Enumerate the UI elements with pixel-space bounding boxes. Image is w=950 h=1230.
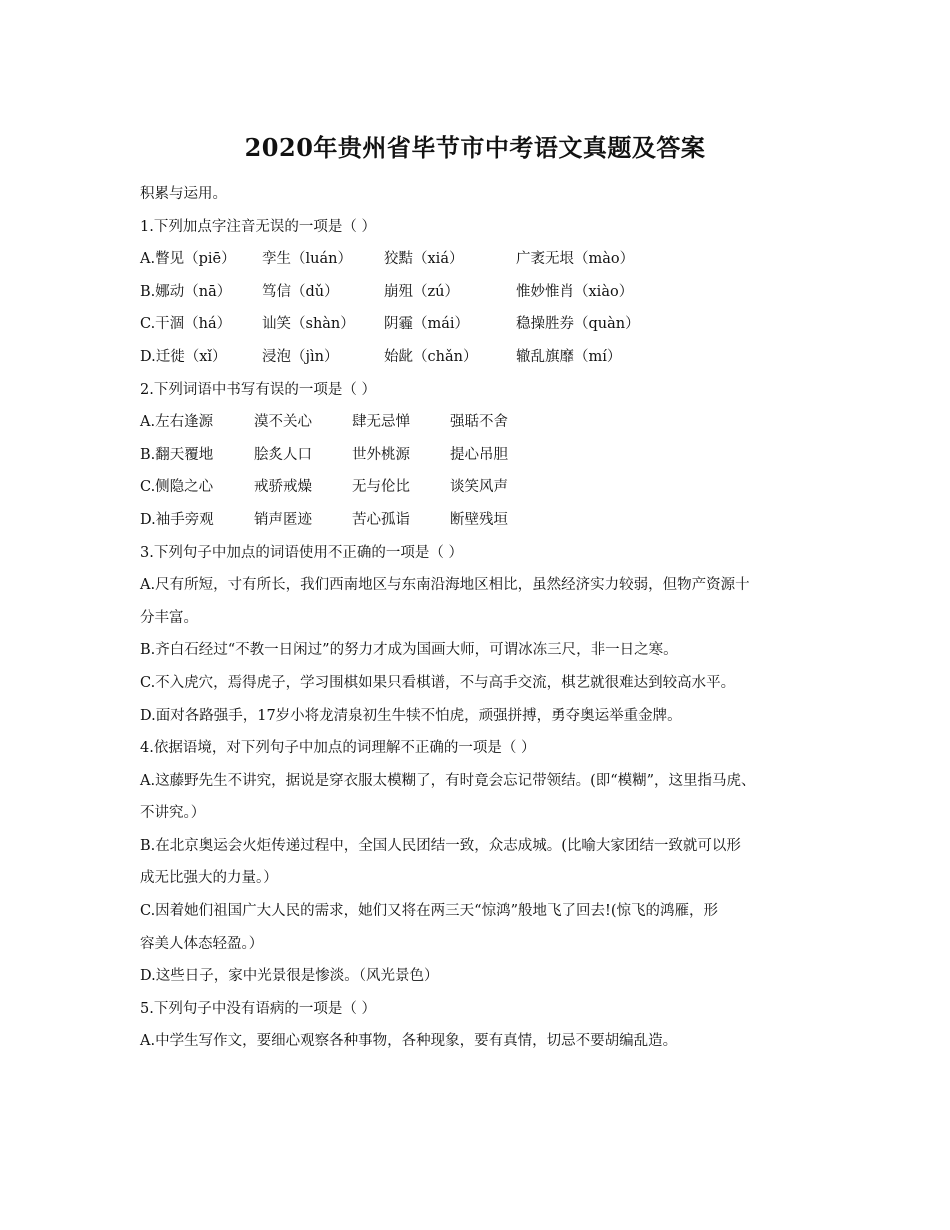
question-5-stem: 5.下列句子中没有语病的一项是（ ） [140,1000,376,1017]
option-item: C.侧隐之心 [140,479,214,496]
option-item: 始龀（chǎn） [384,348,478,365]
option-item: B.翻天覆地 [140,446,214,463]
question-4-option-c-line-2: 容美人体态轻盈。） [140,935,264,952]
option-item: C.干涸（há） [140,316,232,333]
option-item: 断壁残垣 [450,511,508,528]
question-3-option-b: B.齐白石经过“不教一日闲过”的努力才成为国画大师，可谓冰冻三尺，非一日之寒。 [140,642,678,659]
question-1-option-c [140,308,830,341]
option-item: 提心吊胆 [450,446,508,463]
option-item: D.袖手旁观 [140,511,214,528]
option-item: 苦心孤诣 [352,511,410,528]
option-item: 狡黠（xiá） [384,251,464,268]
option-item: 阴霾（mái） [384,316,470,333]
option-item: 广袤无垠（mào） [516,251,635,268]
question-2-option-a [140,406,830,439]
option-item: A.瞥见（piē） [140,251,236,268]
question-4-option-a-line-2: 不讲究。） [140,805,206,822]
option-item: D.迁徙（xǐ） [140,348,227,365]
question-4-option-b-line-2: 成无比强大的力量。） [140,870,278,887]
section-heading: 积累与运用。 [140,186,227,202]
option-item: 漠不关心 [254,414,312,431]
page-title: 2020年贵州省毕节市中考语文真题及答案 [244,133,706,162]
option-item: B.娜动（nā） [140,283,232,300]
option-item: 销声匿迹 [254,511,312,528]
question-2-stem: 2.下列词语中书写有误的一项是（ ） [140,381,376,398]
option-item: 脍炙人口 [254,446,312,463]
option-item: 浸泡（jìn） [262,348,339,365]
question-1-option-b [140,276,830,309]
option-item: 笃信（dǔ） [262,283,339,300]
option-item: 世外桃源 [352,446,410,463]
document-body [140,178,830,1058]
question-2-option-c [140,471,830,504]
option-item: A.左右逢源 [140,414,214,431]
question-3-option-a-line-1: A.尺有所短，寸有所长，我们西南地区与东南沿海地区相比，虽然经济实力较弱，但物产资源十 [140,577,750,594]
option-item: 戒骄戒燥 [254,479,312,496]
option-item: 肆无忌惮 [352,414,410,431]
option-item: 孪生（luán） [262,251,352,268]
option-item: 讪笑（shàn） [262,316,355,333]
option-item: 无与伦比 [352,479,410,496]
question-4-stem: 4.依据语境，对下列句子中加点的词理解不正确的一项是（ ） [140,740,536,757]
question-1-option-d [140,341,830,374]
option-item: 崩殂（zú） [384,283,459,300]
question-3-option-a-line-2: 分丰富。 [140,609,198,626]
option-item: 强聒不舍 [450,414,508,431]
question-4-option-b-line-1: B.在北京奥运会火炬传递过程中，全国人民团结一致，众志成城。(比喻大家团结一致就可以形 [140,837,741,854]
option-item: 惟妙惟肖（xiào） [516,283,634,300]
question-3-option-c: C.不入虎穴，焉得虎子，学习围棋如果只看棋谱，不与高手交流，棋艺就很难达到较高水平。 [140,674,736,691]
question-2-option-d [140,504,830,537]
question-2-option-b [140,439,830,472]
question-1-stem: 1.下列加点字注音无误的一项是（ ） [140,218,376,235]
question-4-option-c-line-1: C.因着她们祖国广大人民的需求，她们又将在两三天“惊鸿”般地飞了回去!(惊飞的鸿雁，形 [140,903,718,920]
question-3-stem: 3.下列句子中加点的词语使用不正确的一项是（ ） [140,544,463,561]
question-3-option-d: D.面对各路强手，17岁小将龙清泉初生牛犊不怕虎，顽强拼搏，勇夺奥运举重金牌。 [140,707,682,724]
question-1-option-a [140,243,830,276]
option-item: 谈笑风声 [450,479,508,496]
question-4-option-a-line-1: A.这藤野先生不讲究，据说是穿衣服太模糊了，有时竟会忘记带领结。(即“模糊”，这里指马虎、 [140,772,756,789]
question-4-option-d: D.这些日子，家中光景很是惨淡。（风光景色） [140,968,439,985]
option-item: 辙乱旗靡（mí） [516,348,622,365]
question-5-option-a: A.中学生写作文，要细心观察各种事物，各种现象，要有真情，切忌不要胡编乱造。 [140,1033,678,1050]
option-item: 稳操胜券（quàn） [516,316,640,333]
